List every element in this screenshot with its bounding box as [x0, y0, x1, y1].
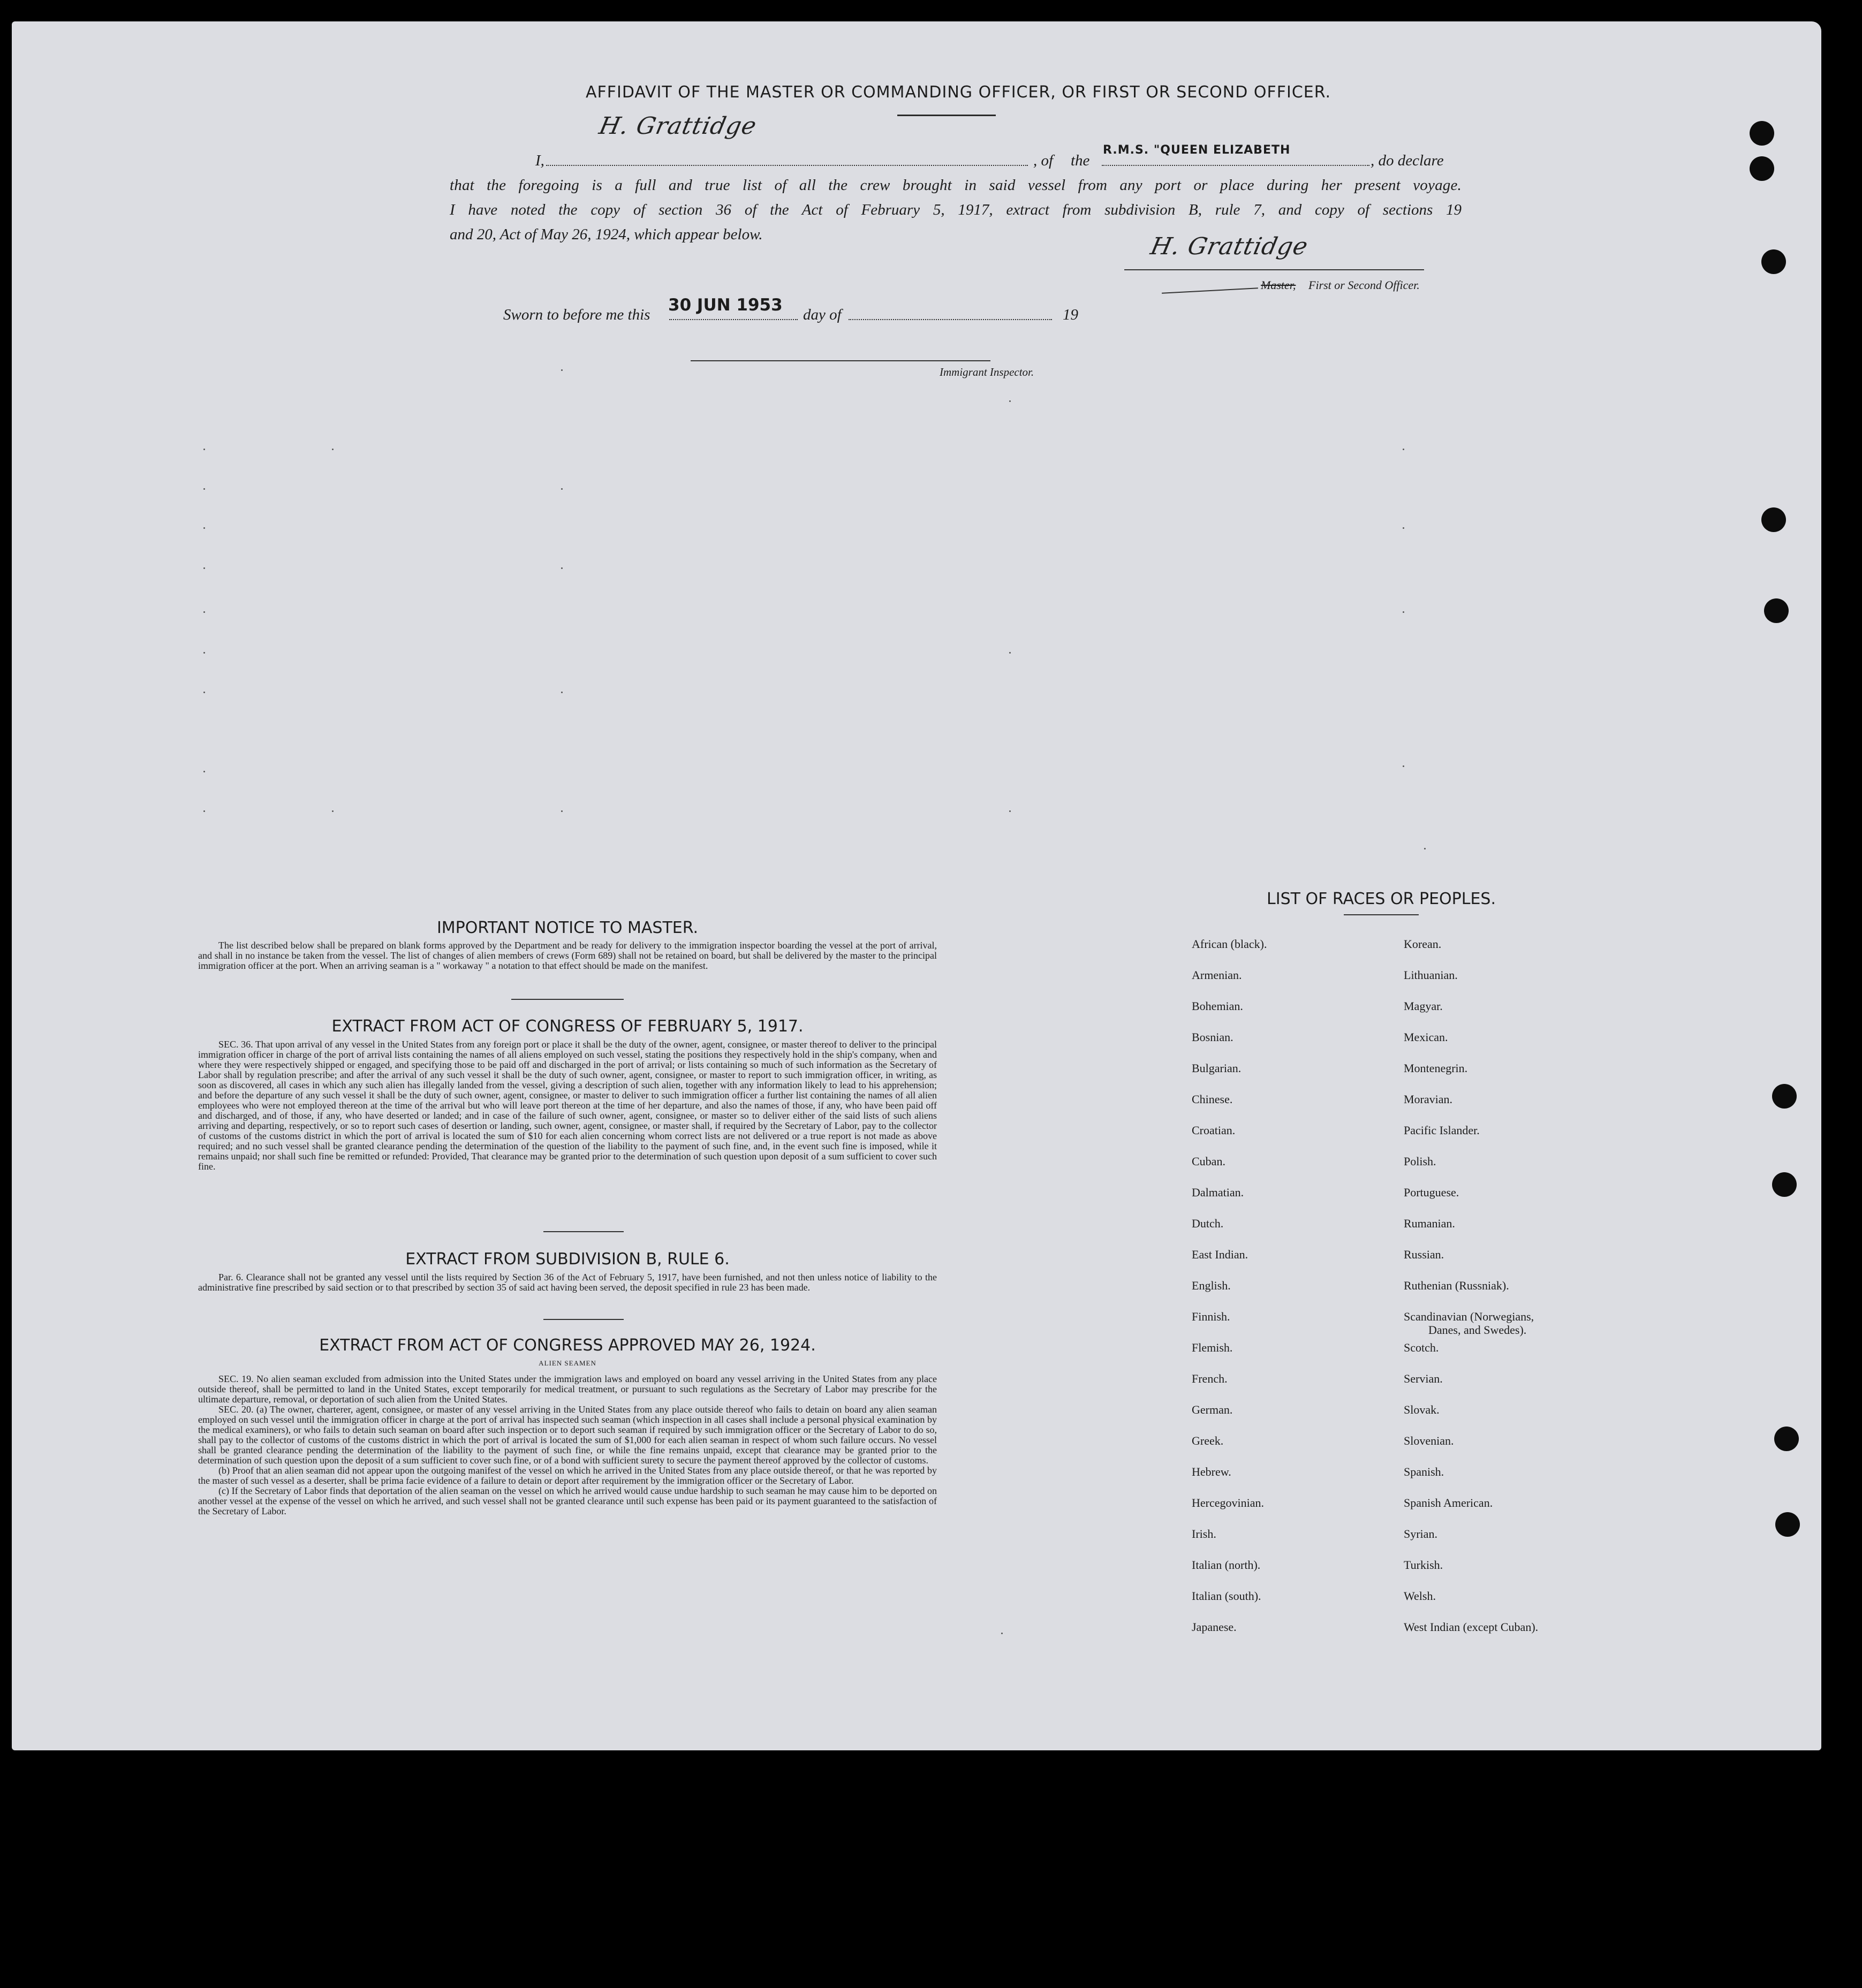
- races-title-underline: [1344, 914, 1419, 915]
- race-item: Italian (south).: [1192, 1589, 1261, 1603]
- race-item: Armenian.: [1192, 968, 1242, 982]
- extract-1917-paragraph: SEC. 36. That upon arrival of any vessel in the United States from any foreign port or place it shall be the duty of the owner, agent, consignee, or master thereof to deliver to the principal immigration officer in charge of the port of arrival lists containing the names of all aliens employed on such vessel, stating the positions they respectively hold in the ship's company, when and where they were respectively shipped or engaged, and specifying those to be paid off and discharged in the port of arrival; or lists containing so much of such information as the Secretary of Labor shall by regulation prescribe; and after the arrival of any such vessel it shall be the duty of such owner, agent, consignee, or master to report to such immigration officer, in writing, as soon as discovered, all cases in which any such alien has illegally landed from the vessel, giving a description of such alien, together with any information likely to lead to his apprehension; and before the departure of any such vessel it shall be the duty of such owner, agent, consignee, or master to deliver to such immigration officer a further list containing the names of all alien employees who were not employed thereon at the time of the arrival but who will leave port thereon at the time of her departure, and also the names of those, if any, who have been paid off and discharged, and of those, if any, who have deserted or landed; and in case of the failure of such owner, agent, consignee, or master so to deliver either of the said lists of such aliens arriving and departing, respectively, or so to report such cases of desertion or landing, such owner, agent, consignee, or master shall, if required by the Secretary of Labor, pay to the collector of customs of the customs district in which the port of arrival is located the sum of $10 for each alien concerning whom correct lists are not delivered or a true report is not made as above required; and no such vessel shall be granted clearance pending the determination of the question of the liability to the payment of such fine, and, in the event such fine is imposed, while it remains unpaid; nor shall such fine be remitted or refunded: Provided, That clearance may be granted prior to the determination of such question upon deposit of a sum sufficient to cover such fine.: [198, 1039, 937, 1172]
- sec20a-paragraph: SEC. 20. (a) The owner, charterer, agent, consignee, or master of any vessel arriving in the United States from any place outside thereof who fails to detain on board any alien seaman employed on such vessel until the immigration officer in charge at the port of arrival has inspected such seaman (which inspection in all cases shall include a personal physical examination by the medical examiners), or who fails to detain such seaman on board after such inspection or to deport such seaman if required by such immigration officer or the Secretary of Labor to do so, shall pay to the collector of customs of the customs district in which the port of arrival is located the sum of $1,000 for each alien seaman in respect of whom such failure occurs. No vessel shall be granted clearance pending the determination of the liability to the payment of such fine, or while the fine remains unpaid, except that clearance may be granted prior to the determination of such question upon the deposit of a sum sufficient to cover such fine, or of a bond with sufficient surety to secure the payment thereof approved by the collector of customs.: [198, 1404, 937, 1466]
- speck: [203, 449, 205, 450]
- speck: [1009, 652, 1011, 654]
- race-item: Italian (north).: [1192, 1558, 1261, 1572]
- race-item: West Indian (except Cuban).: [1404, 1620, 1539, 1634]
- punch-hole: [1764, 598, 1789, 623]
- name-field-line: [546, 165, 1028, 166]
- races-right-column: [1404, 937, 1629, 1651]
- speck: [1009, 400, 1011, 402]
- race-item: French.: [1192, 1372, 1228, 1385]
- divider: [543, 1319, 624, 1320]
- sec19-paragraph: SEC. 19. No alien seaman excluded from admission into the United States under the immigration laws and employed on board any vessel arriving in the United States from any place outside thereof, shall be permitted to land in the United States, except temporarily for medical treatment, or pursuant to such regulations as the Secretary of Labor may prescribe for the ultimate departure, removal, or deportation of such alien from the United States.: [198, 1374, 937, 1405]
- race-item: Polish.: [1404, 1155, 1436, 1168]
- race-item: Finnish.: [1192, 1310, 1230, 1323]
- date-stamp: 30 JUN 1953: [668, 295, 783, 315]
- speck: [203, 692, 205, 693]
- master-struck: Master,: [1261, 278, 1296, 292]
- affidavit-line2: that the foregoing is a full and true list of all the crew brought in said vessel from any port or place during her present voyage.: [450, 177, 1462, 194]
- speck: [332, 449, 334, 450]
- speck: [1424, 848, 1426, 849]
- race-item: Flemish.: [1192, 1341, 1233, 1354]
- race-item: Bohemian.: [1192, 999, 1243, 1013]
- sworn-prefix: Sworn to before me this: [503, 306, 650, 323]
- speck: [1403, 527, 1404, 529]
- speck: [332, 810, 334, 812]
- affidavit-title: AFFIDAVIT OF THE MASTER OR COMMANDING OFFICER, OR FIRST OR SECOND OFFICER.: [585, 83, 1331, 102]
- punch-hole: [1761, 249, 1786, 274]
- speck: [1403, 449, 1404, 450]
- alien-seamen-subtitle: ALIEN SEAMEN: [539, 1359, 596, 1367]
- sec20c-paragraph: (c) If the Secretary of Labor finds that deportation of the alien seaman on the vessel on which he arrived would cause undue hardship to such seaman he may cause him to be deported on another vessel at the expense of the vessel on which he arrived, and such vessel shall not be granted clearance until such expense has been paid or its payment guaranteed to the satisfaction of the Secretary of Labor.: [198, 1485, 937, 1516]
- race-item: Welsh.: [1404, 1589, 1436, 1603]
- race-item-continuation: Danes, and Swedes).: [1428, 1323, 1527, 1337]
- races-left-column: [1192, 937, 1395, 1651]
- race-item: Magyar.: [1404, 999, 1443, 1013]
- extract-1917-title: EXTRACT FROM ACT OF CONGRESS OF FEBRUARY 5, 1917.: [331, 1017, 804, 1036]
- speck: [203, 810, 205, 812]
- race-item: Mexican.: [1404, 1030, 1448, 1044]
- race-item: Portuguese.: [1404, 1186, 1459, 1199]
- title-underline: [897, 115, 996, 116]
- punch-hole: [1772, 1084, 1797, 1109]
- race-item: Russian.: [1404, 1248, 1444, 1261]
- punch-hole: [1774, 1426, 1799, 1451]
- officer-caption: First or Second Officer.: [1308, 278, 1420, 292]
- punch-hole: [1772, 1172, 1797, 1197]
- speck: [203, 611, 205, 613]
- race-item: Croatian.: [1192, 1124, 1236, 1137]
- race-item: Rumanian.: [1404, 1217, 1455, 1230]
- speck: [1001, 1633, 1003, 1634]
- race-item: Pacific Islander.: [1404, 1124, 1480, 1137]
- race-item: Servian.: [1404, 1372, 1443, 1385]
- notice-title: IMPORTANT NOTICE TO MASTER.: [436, 919, 699, 937]
- race-item: African (black).: [1192, 937, 1267, 951]
- day-field-line: [669, 319, 798, 320]
- speck: [203, 567, 205, 569]
- race-item: Chinese.: [1192, 1092, 1233, 1106]
- race-item: Spanish American.: [1404, 1496, 1493, 1509]
- race-item: Greek.: [1192, 1434, 1224, 1447]
- month-field-line: [849, 319, 1052, 320]
- inspector-caption: Immigrant Inspector.: [940, 366, 1034, 378]
- sec20b-paragraph: (b) Proof that an alien seaman did not appear upon the outgoing manifest of the vessel on which he arrived in the United States from any place outside thereof, or that he was reported by the master of such vessel as a deserter, shall be prima facie evidence of a failure to detain or deport after requirement by the immigration officer or the Secretary of Labor.: [198, 1465, 937, 1486]
- race-item: Moravian.: [1404, 1092, 1453, 1106]
- race-item: Scotch.: [1404, 1341, 1439, 1354]
- race-item: Ruthenian (Russniak).: [1404, 1279, 1509, 1292]
- sworn-year: 19: [1063, 306, 1078, 323]
- race-item: Dutch.: [1192, 1217, 1224, 1230]
- speck: [203, 488, 205, 490]
- master-signature: H. Grattidge: [596, 112, 759, 140]
- rule6-paragraph: Par. 6. Clearance shall not be granted any vessel until the lists required by Section 36 of the Act of February 5, 1917, have been furnished, and not then unless notice of liability to the administrative fine prescribed by said section or to that prescribed by section 35 of said act having been served, the deposit specified in rule 23 has been made.: [198, 1272, 937, 1293]
- rule6-title: EXTRACT FROM SUBDIVISION B, RULE 6.: [405, 1250, 730, 1269]
- divider: [511, 999, 624, 1000]
- speck: [203, 652, 205, 654]
- affidavit-line4: and 20, Act of May 26, 1924, which appear below.: [450, 226, 763, 243]
- races-title: LIST OF RACES OR PEOPLES.: [1267, 890, 1496, 908]
- race-item: Japanese.: [1192, 1620, 1237, 1634]
- line1-of: , of: [1033, 152, 1054, 169]
- race-item: German.: [1192, 1403, 1233, 1416]
- race-item: Irish.: [1192, 1527, 1216, 1541]
- race-item: Turkish.: [1404, 1558, 1443, 1572]
- inspector-signature-line: [691, 360, 990, 361]
- race-item: Dalmatian.: [1192, 1186, 1244, 1199]
- race-item: Spanish.: [1404, 1465, 1444, 1478]
- speck: [561, 810, 563, 812]
- speck: [561, 369, 563, 371]
- speck: [203, 527, 205, 529]
- line1-the: the: [1071, 152, 1090, 169]
- speck: [203, 771, 205, 772]
- race-item: Slovenian.: [1404, 1434, 1454, 1447]
- race-item: Scandinavian (Norwegians, Danes, and Swedes).: [1404, 1309, 1629, 1340]
- line1-suffix: , do declare: [1371, 152, 1444, 169]
- notice-paragraph: The list described below shall be prepared on blank forms approved by the Department and be ready for delivery to the immigration inspector boarding the vessel at the port of arrival, and shall in no instance be taken from the vessel. The list of changes of alien members of crews (Form 689) shall not be retained on board, but shall be delivered by the master to the principal immigration officer at the port. When an arriving seaman is a " workaway " a notation to that effect should be made on the manifest.: [198, 940, 937, 971]
- punch-hole: [1775, 1512, 1800, 1537]
- race-item: Cuban.: [1192, 1155, 1225, 1168]
- line1-prefix: I,: [535, 152, 544, 169]
- race-item: Syrian.: [1404, 1527, 1437, 1541]
- race-item: Hercegovinian.: [1192, 1496, 1264, 1509]
- affidavit-line3: I have noted the copy of section 36 of the Act of February 5, 1917, extract from subdivision B, rule 7, and copy of sections 19: [450, 201, 1462, 218]
- punch-hole: [1761, 507, 1786, 532]
- race-item: Hebrew.: [1192, 1465, 1231, 1478]
- punch-hole: [1750, 121, 1774, 146]
- race-item: Korean.: [1404, 937, 1442, 951]
- race-item: English.: [1192, 1279, 1231, 1292]
- race-item: Montenegrin.: [1404, 1061, 1468, 1075]
- speck: [1009, 810, 1011, 812]
- extract-1924-text: [198, 1374, 937, 1516]
- vessel-field-line: [1102, 165, 1369, 166]
- speck: [561, 488, 563, 490]
- extract-1924-title: EXTRACT FROM ACT OF CONGRESS APPROVED MAY 26, 1924.: [319, 1336, 816, 1355]
- vessel-stamp: R.M.S. "QUEEN ELIZABETH: [1103, 143, 1291, 157]
- speck: [561, 567, 563, 569]
- extract-1917-text: [198, 1039, 937, 1172]
- rule6-text: [198, 1272, 937, 1293]
- sworn-day-of: day of: [803, 306, 842, 323]
- notice-text: [198, 940, 937, 971]
- speck: [1403, 765, 1404, 767]
- race-item: Lithuanian.: [1404, 968, 1458, 982]
- race-item: East Indian.: [1192, 1248, 1248, 1261]
- punch-hole: [1750, 156, 1774, 181]
- divider: [543, 1231, 624, 1232]
- race-item: Bulgarian.: [1192, 1061, 1242, 1075]
- officer-signature-line: [1124, 269, 1424, 270]
- speck: [1403, 611, 1404, 613]
- officer-signature: H. Grattidge: [1148, 233, 1311, 260]
- race-item: Bosnian.: [1192, 1030, 1233, 1044]
- speck: [561, 692, 563, 693]
- race-item: Slovak.: [1404, 1403, 1440, 1416]
